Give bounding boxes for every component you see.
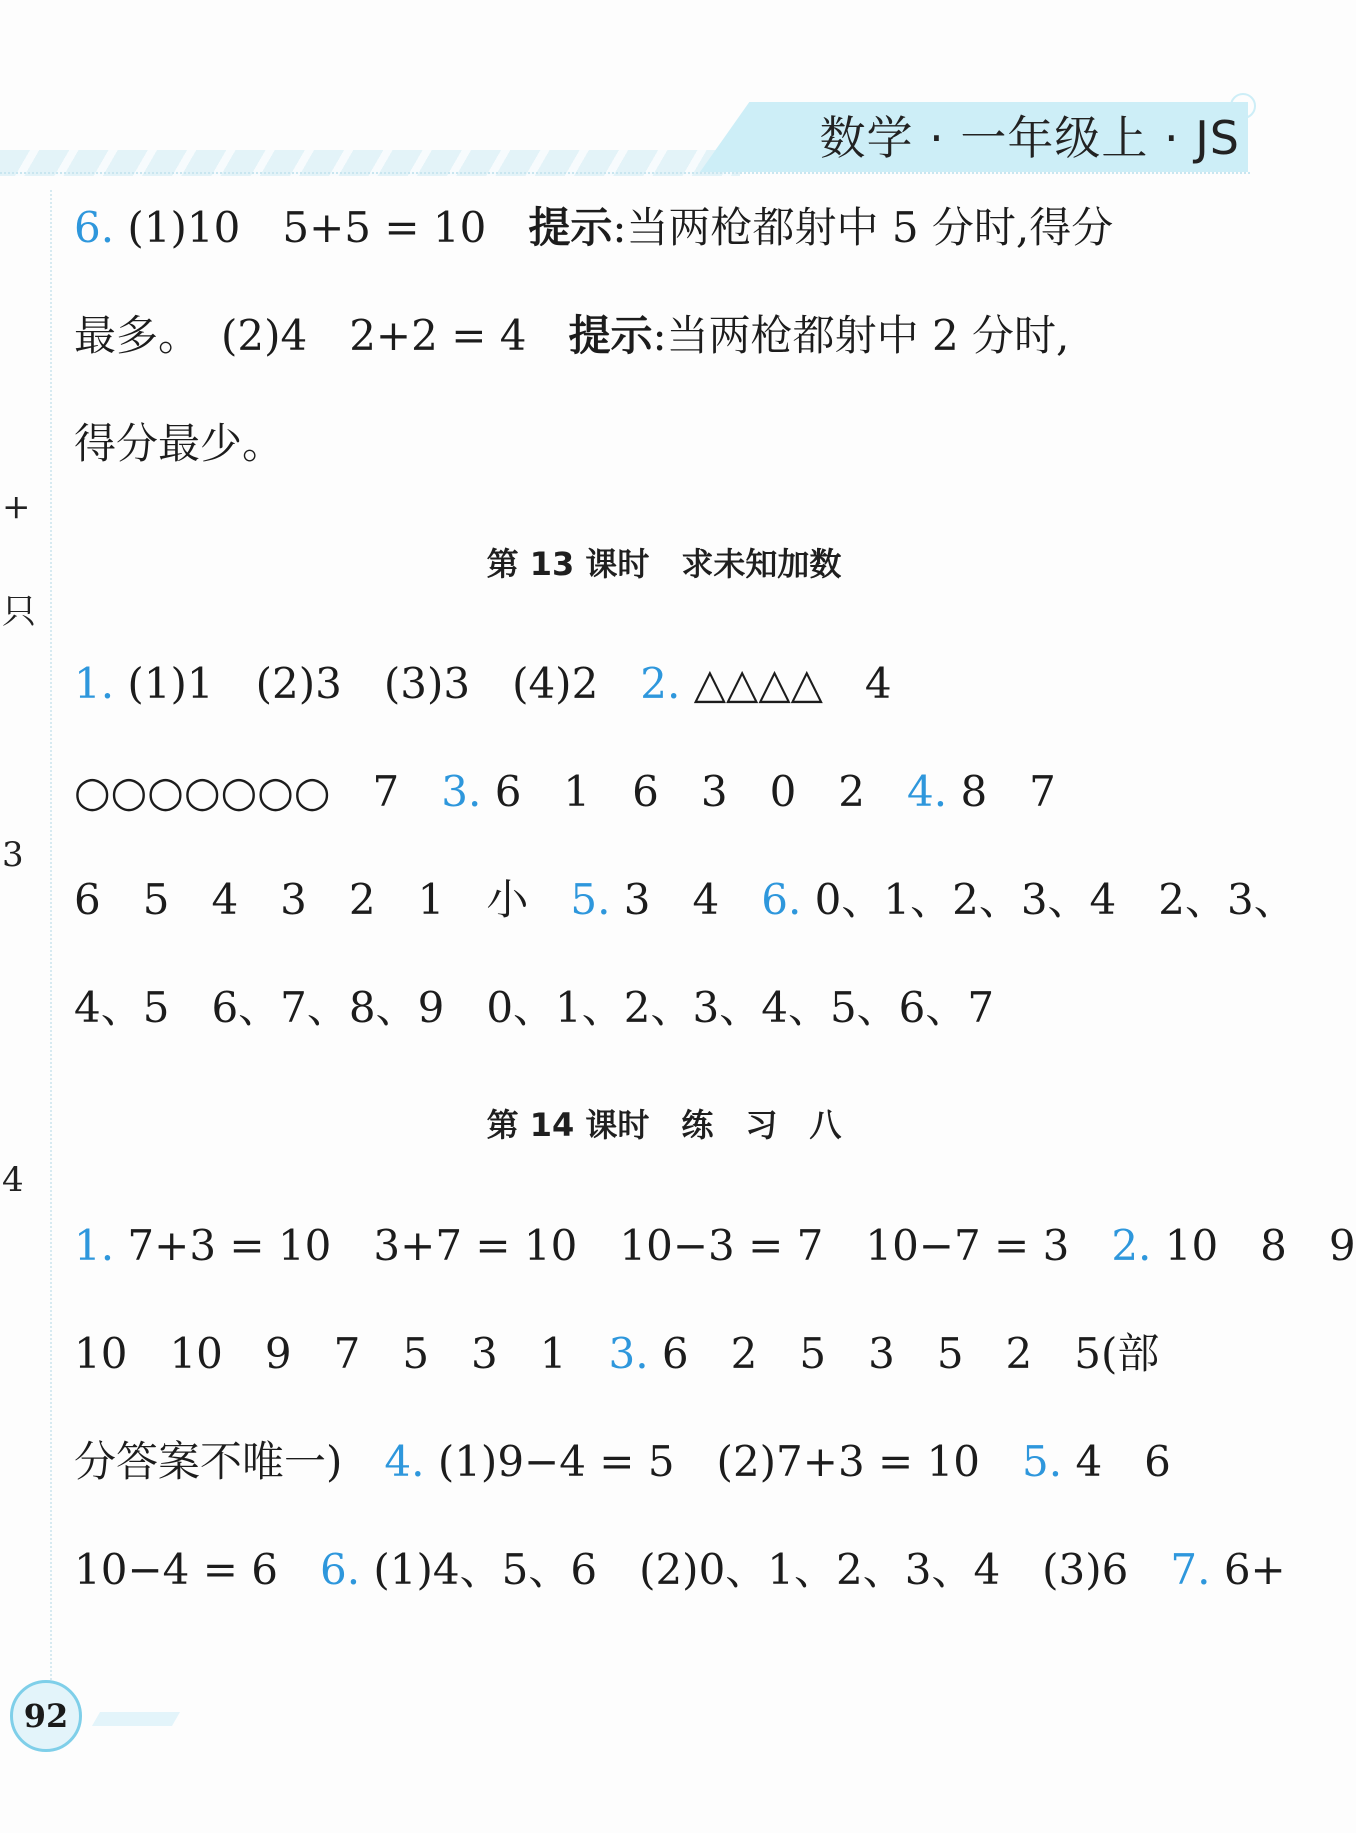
answer-line bbox=[74, 414, 1254, 474]
question-number: 2. bbox=[1111, 1221, 1152, 1270]
margin-char: 只 bbox=[2, 592, 36, 632]
answer-text: (1)9−4 = 5 (2)7+3 = 10 bbox=[424, 1437, 1023, 1486]
margin-char: 3 bbox=[2, 835, 24, 875]
hint-label: 提示 bbox=[568, 311, 653, 360]
question-number: 7. bbox=[1170, 1545, 1211, 1594]
answer-text: :当两枪都射中 2 分时, bbox=[652, 311, 1070, 360]
question-number: 4. bbox=[384, 1437, 425, 1486]
answer-line bbox=[74, 306, 1254, 366]
answer-text: 3 4 bbox=[610, 875, 762, 924]
header-dotted-rule bbox=[0, 172, 1250, 174]
answer-text: 10−4 = 6 bbox=[74, 1545, 320, 1594]
section-title-lesson-14: 第 14 课时 练 习 八 bbox=[486, 1106, 842, 1144]
answer-text: 分答案不唯一) bbox=[74, 1437, 385, 1486]
answer-text: 10 10 9 7 5 3 1 bbox=[74, 1329, 609, 1378]
answer-line bbox=[74, 1324, 1254, 1384]
page-number-badge: 92 bbox=[10, 1680, 82, 1752]
margin-char: 4 bbox=[2, 1160, 24, 1200]
answer-text: :当两枪都射中 5 分时,得分 bbox=[612, 203, 1114, 252]
answer-text: (1)10 5+5 = 10 bbox=[114, 203, 529, 252]
answer-text: 7+3 = 10 3+7 = 10 10−3 = 7 10−7 = 3 bbox=[114, 1221, 1112, 1270]
answer-text: 6 2 5 3 5 2 5(部 bbox=[648, 1329, 1160, 1378]
answer-text: 0、1、2、3、4 2、3、 bbox=[801, 875, 1296, 924]
answer-text: 8 7 bbox=[947, 767, 1056, 816]
answer-line bbox=[74, 978, 1254, 1038]
answer-line bbox=[74, 870, 1296, 930]
question-number: 2. bbox=[640, 659, 681, 708]
question-number: 5. bbox=[570, 875, 611, 924]
answer-line bbox=[74, 1540, 1286, 1600]
section-title-lesson-13: 第 13 课时 求未知加数 bbox=[486, 545, 842, 583]
answer-text: 6+ bbox=[1210, 1545, 1286, 1594]
page-number-decoration bbox=[92, 1712, 180, 1726]
hint-label: 提示 bbox=[528, 203, 613, 252]
answer-line bbox=[74, 762, 1254, 822]
answer-text: 4、5 6、7、8、9 0、1、2、3、4、5、6、7 bbox=[74, 983, 995, 1032]
question-number: 3. bbox=[608, 1329, 649, 1378]
answer-text: 6 5 4 3 2 1 小 bbox=[74, 875, 571, 924]
answer-line bbox=[74, 1432, 1254, 1492]
header-title: 数学 · 一年级上 · JS bbox=[819, 111, 1240, 165]
question-number: 6. bbox=[74, 203, 115, 252]
question-number: 1. bbox=[74, 1221, 115, 1270]
answer-text: (1)1 (2)3 (3)3 (4)2 bbox=[114, 659, 641, 708]
left-margin-rule bbox=[50, 190, 52, 1680]
answer-text: 4 6 bbox=[1062, 1437, 1171, 1486]
question-number: 3. bbox=[441, 767, 482, 816]
answer-text: 10 8 9 bbox=[1151, 1221, 1356, 1270]
margin-char: + bbox=[2, 487, 31, 527]
question-number: 6. bbox=[319, 1545, 361, 1594]
answer-line bbox=[74, 654, 1254, 714]
question-number: 1. bbox=[74, 659, 115, 708]
answer-text: 得分最少。 bbox=[74, 419, 285, 468]
answer-text: (1)4、5、6 (2)0、1、2、3、4 (3)6 bbox=[360, 1545, 1171, 1594]
answer-text: ○○○○○○○ 7 bbox=[74, 767, 442, 816]
answer-text: 6 1 6 3 0 2 bbox=[481, 767, 908, 816]
answer-text: △△△△ 4 bbox=[680, 659, 892, 708]
question-number: 6. bbox=[761, 875, 802, 924]
answer-line bbox=[74, 198, 1254, 258]
question-number: 5. bbox=[1022, 1437, 1063, 1486]
question-number: 4. bbox=[907, 767, 948, 816]
answer-text: 最多。 (2)4 2+2 = 4 bbox=[74, 311, 569, 360]
answer-line bbox=[74, 1216, 1356, 1276]
